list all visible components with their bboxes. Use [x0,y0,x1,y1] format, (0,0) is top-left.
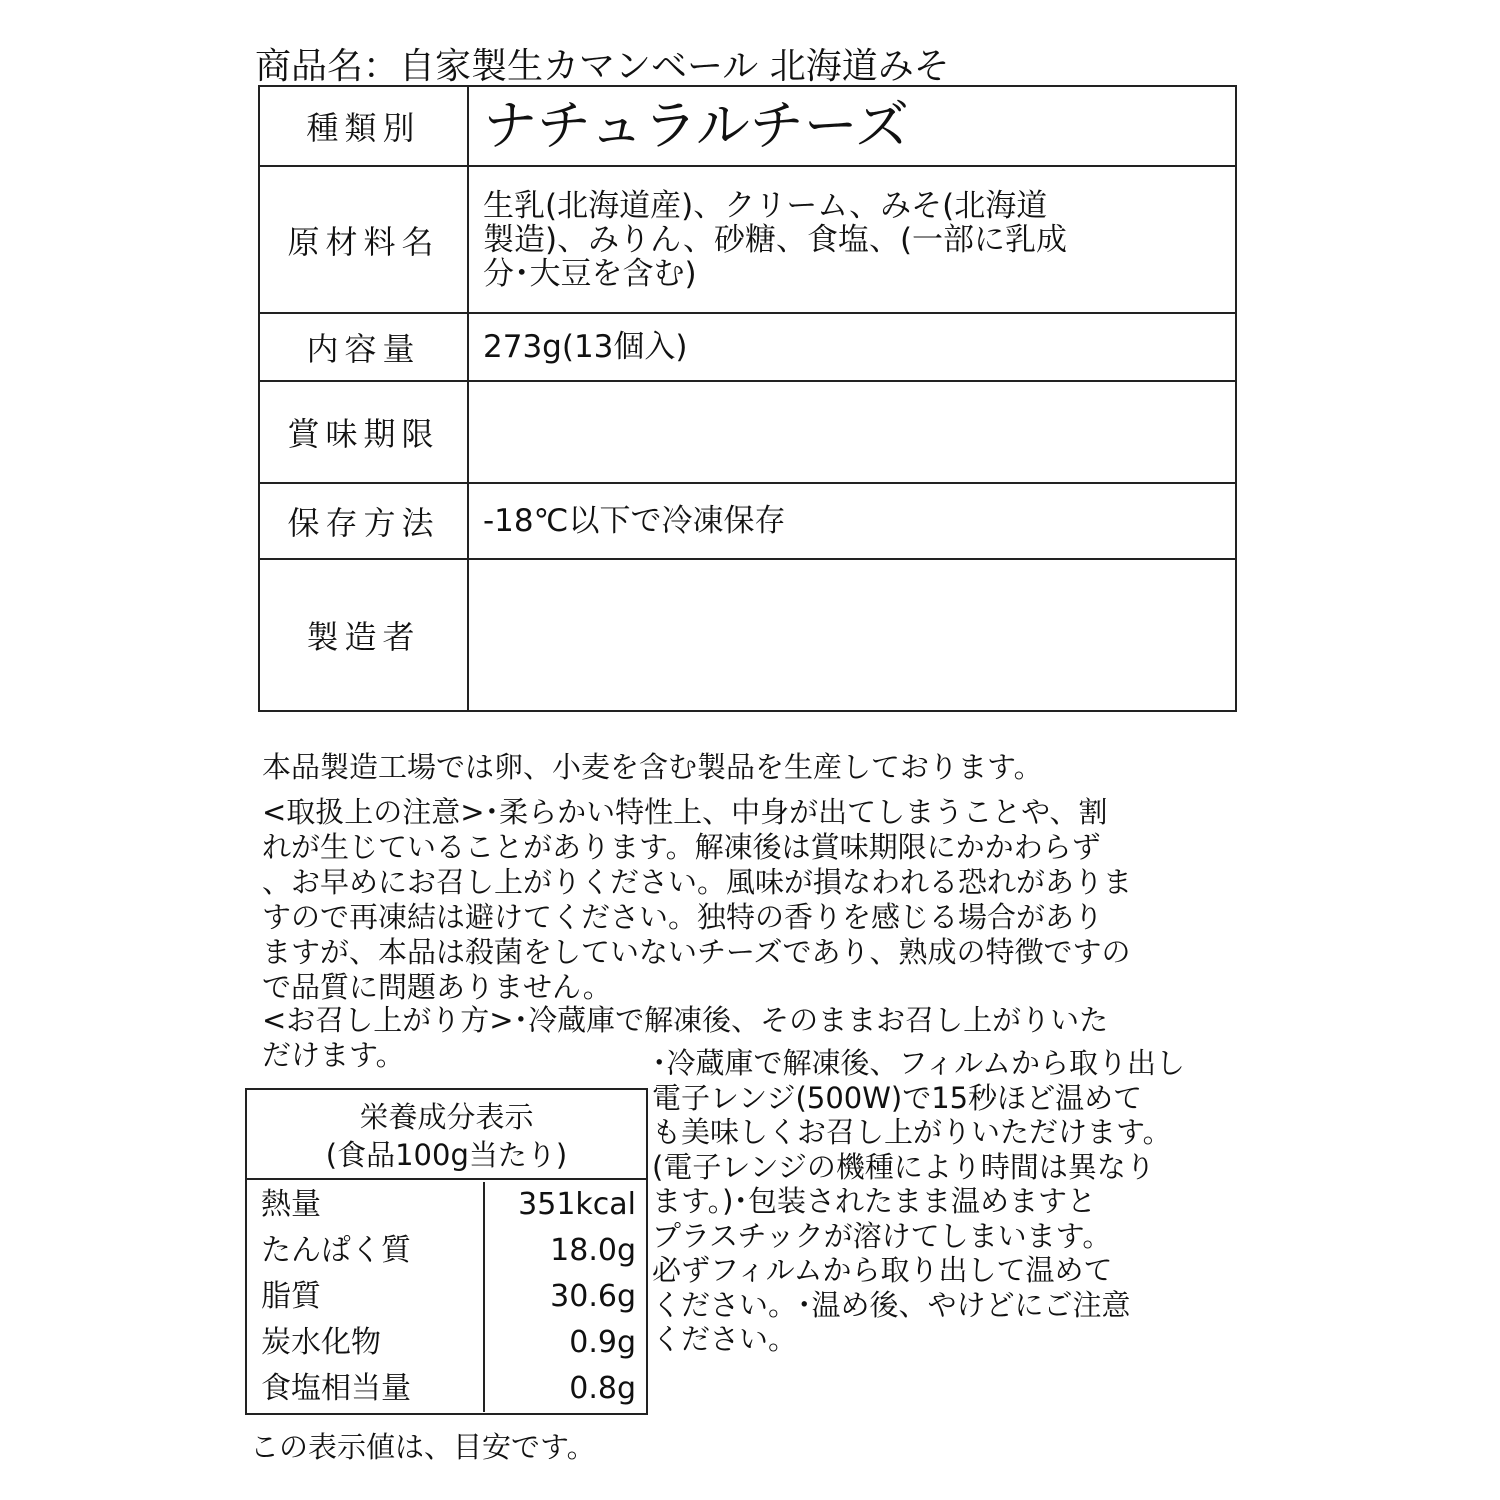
nutrient-name: 食塩相当量 [247,1366,485,1412]
ingredients-line: 製造)、みりん、砂糖、食塩、(一部に乳成 [483,221,1068,258]
microwave-line: プラスチックが溶けてしまいます。 [652,1218,1112,1253]
allergen-note: 本品製造工場では卵、小麦を含む製品を生産しております。 [262,750,1043,784]
spec-value: -18℃以下で冷凍保存 [468,483,1236,559]
nutrient-value: 0.8g [569,1371,636,1406]
serving-line: だけます。 [262,1038,405,1072]
microwave-line: ･冷蔵庫で解凍後、フィルムから取り出し [652,1046,1186,1080]
nutrition-row [247,1274,646,1320]
microwave-line: ください。･温め後、やけどにご注意 [652,1287,1131,1322]
handling-line: ますが、本品は殺菌をしていないチーズであり、熟成の特徴ですの [262,935,1131,969]
spec-row-type [259,86,1236,166]
nutrition-footnote: この表示値は、目安です。 [250,1430,596,1464]
nutrient-name: たんぱく質 [247,1228,485,1274]
nutrition-header [247,1090,646,1180]
nutrient-value: 18.0g [550,1233,636,1268]
spec-row-quantity [259,313,1236,381]
microwave-line: 必ずフィルムから取り出して温めて [652,1253,1113,1287]
nutrient-value: 30.6g [550,1279,636,1314]
microwave-line: ください。 [652,1322,798,1356]
spec-value [468,166,1236,313]
spec-row-storage [259,483,1236,559]
nutrition-subtitle: (食品100g当たり) [325,1138,568,1172]
spec-value [468,559,1236,711]
spec-label: 製造者 [259,559,468,711]
nutrition-title: 栄養成分表示 [359,1100,534,1134]
spec-value: ナチュラルチーズ [468,86,1236,166]
spec-label: 種類別 [259,86,468,166]
microwave-line: も美味しくお召し上がりいただけます。 [652,1115,1172,1149]
spec-value: 273g(13個入) [468,313,1236,381]
product-spec-table [258,85,1237,712]
microwave-note [652,1046,1185,1357]
handling-line: <取扱上の注意>･柔らかい特性上、中身が出てしまうことや、割 [262,795,1108,829]
microwave-line: ます。)･包装されたまま温めますと [652,1184,1096,1218]
serving-line: <お召し上がり方>･冷蔵庫で解凍後、そのままお召し上がりいた [262,1003,1109,1037]
handling-line: で品質に問題ありません。 [262,970,612,1004]
handling-line: すので再凍結は避けてください。独特の香りを感じる場合があり [262,900,1104,934]
nutrient-value: 0.9g [569,1325,636,1360]
nutrition-row [247,1228,646,1274]
product-name-title: 商品名：自家製生カマンベール 北海道みそ [255,46,950,87]
nutrient-name: 熱量 [247,1182,485,1228]
spec-label: 保存方法 [259,483,468,559]
spec-value [468,381,1236,483]
microwave-line: (電子レンジの機種により時間は異なり [652,1149,1155,1184]
nutrition-row [247,1366,646,1412]
handling-line: 、お早めにお召し上がりください。風味が損なわれる恐れがありま [262,865,1133,899]
microwave-line: 電子レンジ(500W)で15秒ほど温めて [652,1080,1143,1115]
nutrition-facts-table [245,1088,648,1415]
spec-label: 原材料名 [259,166,468,313]
spec-row-manufacturer [259,559,1236,711]
handling-note [262,795,1132,1005]
spec-label: 内容量 [259,313,468,381]
ingredients-line: 生乳(北海道産)、クリーム、みそ(北海道 [483,187,1048,224]
spec-label: 賞味期限 [259,381,468,483]
spec-row-ingredients [259,166,1236,313]
nutrient-name: 脂質 [247,1274,485,1320]
nutrient-name: 炭水化物 [247,1320,485,1366]
nutrition-row [247,1320,646,1366]
handling-line: れが生じていることがあります。解凍後は賞味期限にかかわらず [262,830,1101,864]
nutrient-value: 351kcal [518,1187,636,1222]
spec-row-best-before [259,381,1236,483]
nutrition-row [247,1182,646,1228]
ingredients-line: 分･大豆を含む) [483,255,697,292]
